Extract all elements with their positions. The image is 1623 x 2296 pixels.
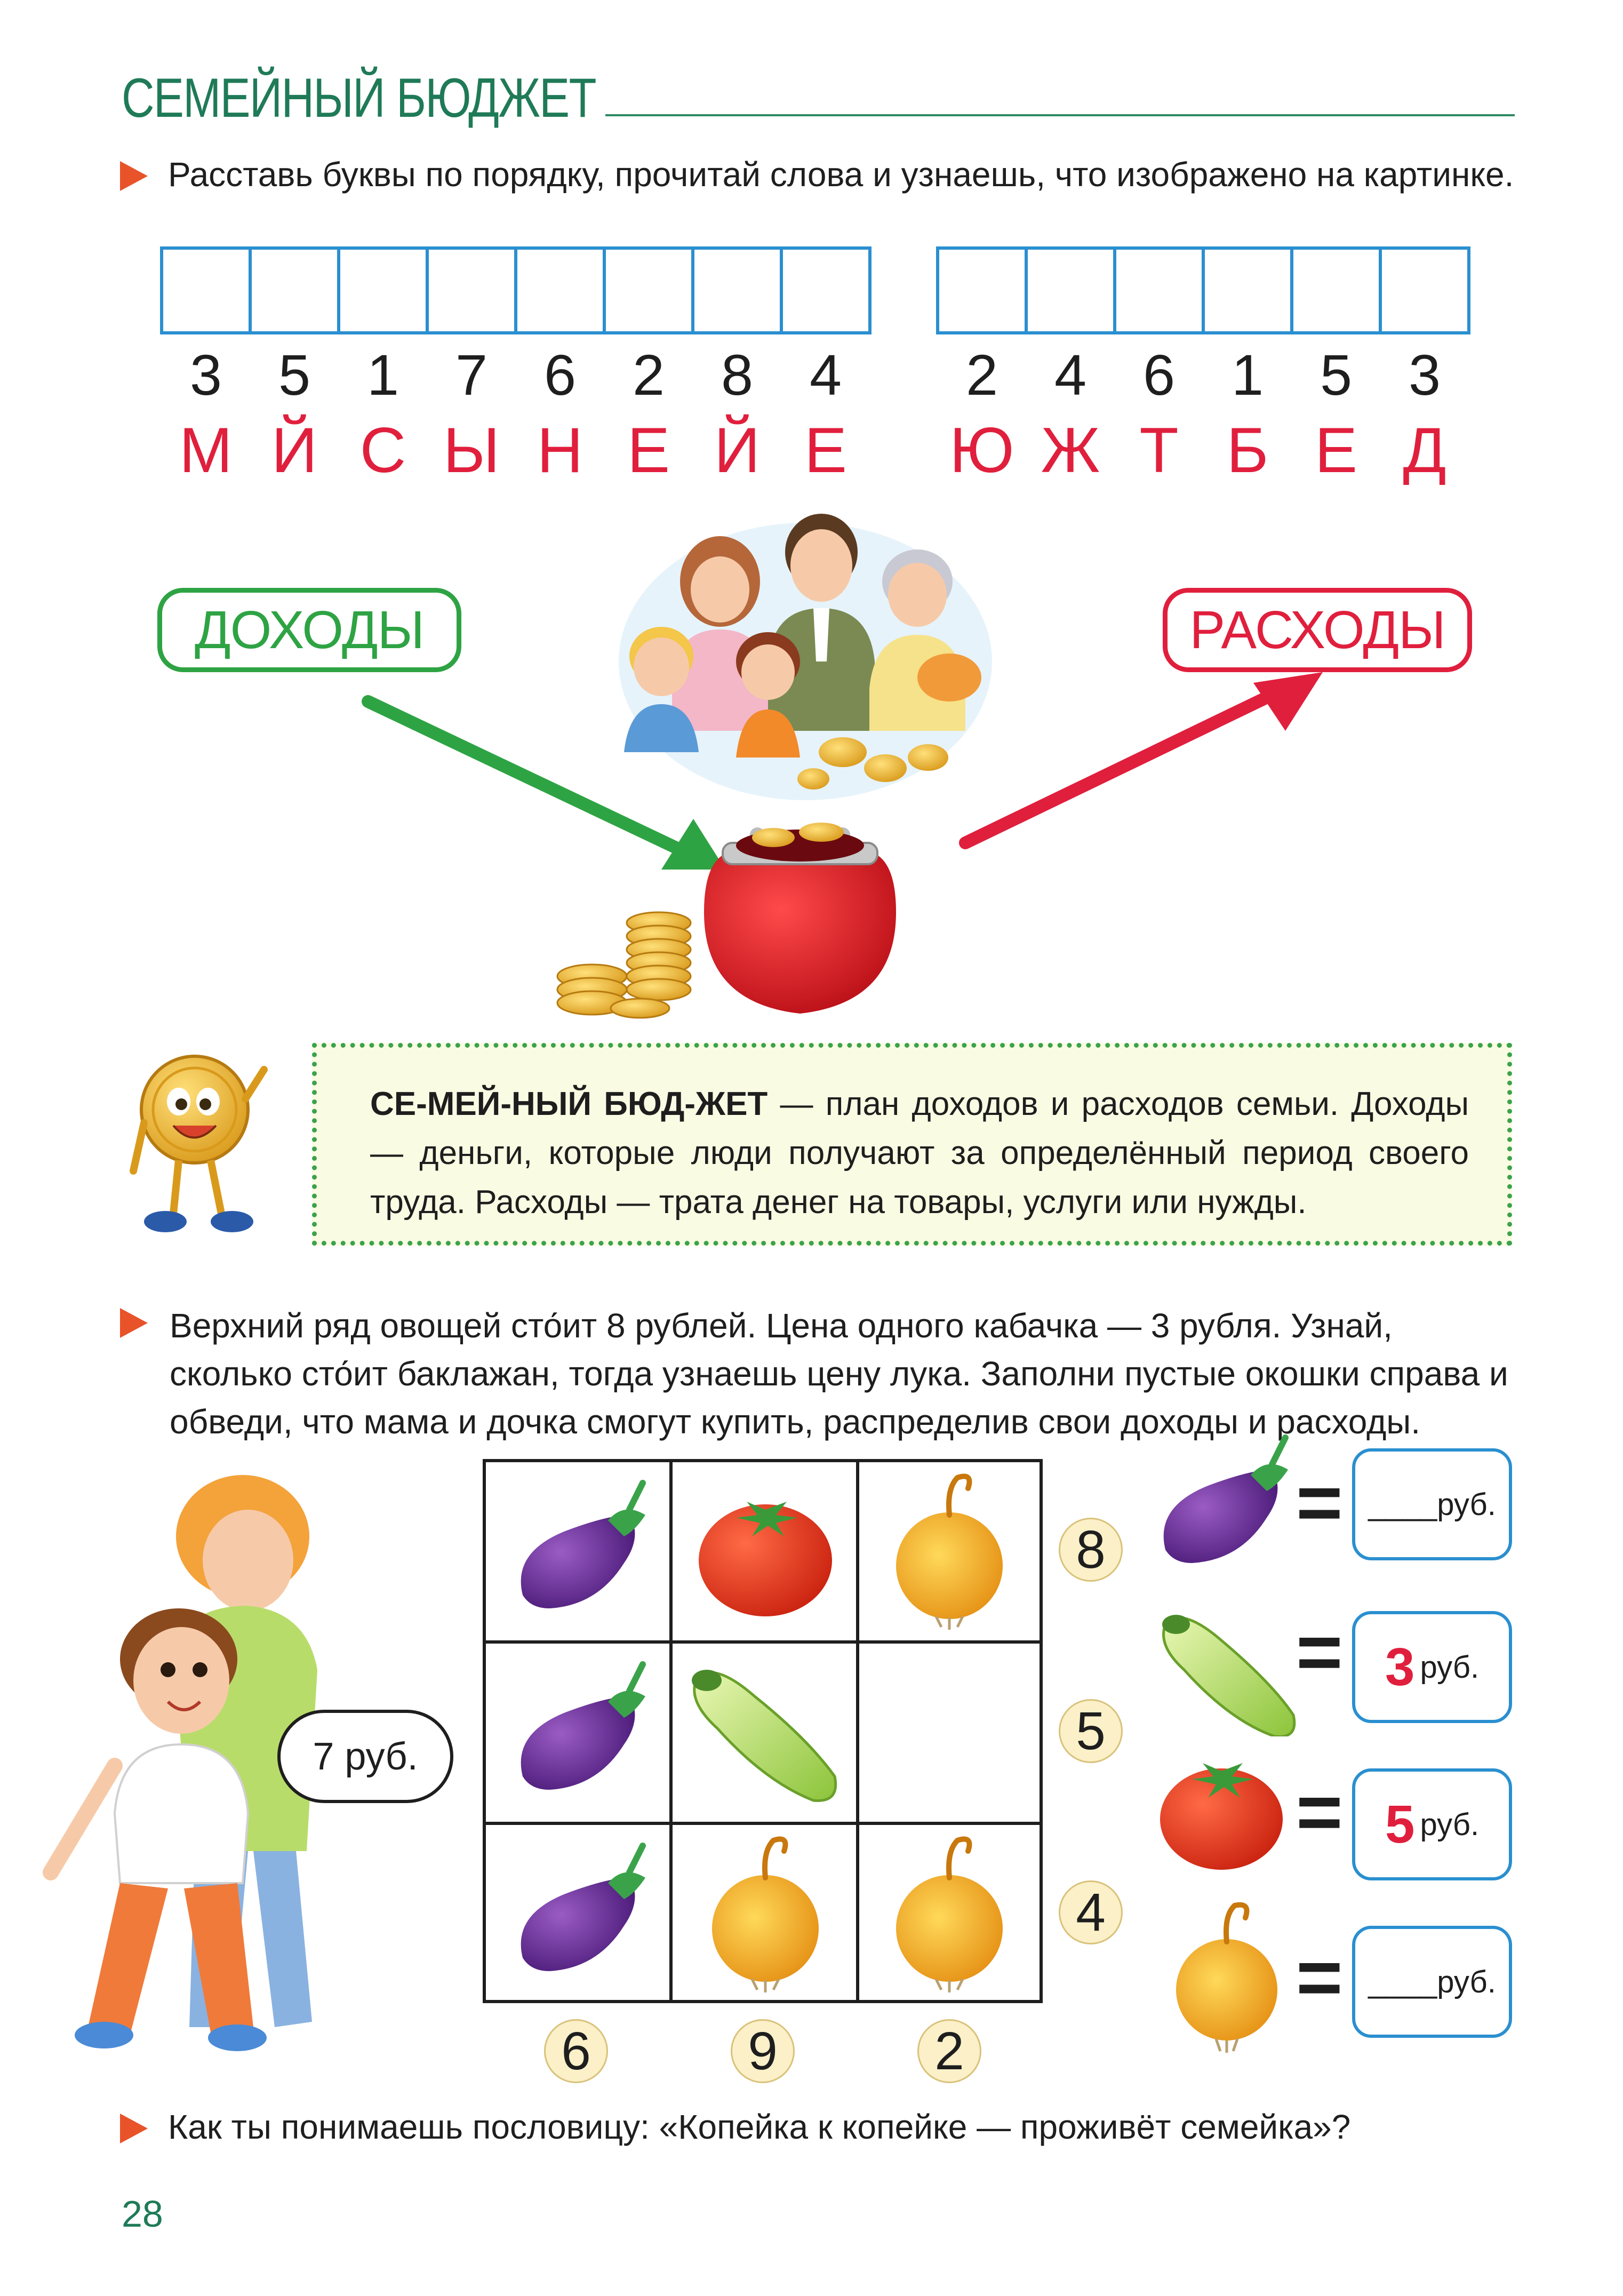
task3-instruction: Как ты понимаешь пословицу: «Копейка к копейке — проживёт семейка»? [168, 2108, 1351, 2146]
word1-letter: Ы [443, 414, 500, 486]
tomato-icon [688, 1472, 843, 1627]
row-sum: 4 [1059, 1880, 1123, 1944]
page-number: 28 [122, 2193, 163, 2235]
answer-box[interactable] [780, 246, 872, 334]
word1-digit: 3 [189, 342, 222, 407]
zucchini-icon [1152, 1598, 1301, 1736]
price-blank[interactable]: ____ [1368, 1964, 1437, 1999]
answer-box[interactable] [603, 246, 694, 334]
word1-letter: С [359, 414, 406, 486]
price-unit: руб. [1437, 1487, 1496, 1522]
word1-digit: 5 [278, 342, 311, 407]
grid-line [669, 1459, 673, 2003]
word1-digit: 8 [721, 342, 754, 407]
onion-icon [1163, 1899, 1291, 2054]
bullet-arrow-icon [120, 161, 148, 191]
word2-digit: 6 [1142, 342, 1176, 407]
bullet-arrow-icon [120, 2114, 148, 2143]
word2-digit: 5 [1320, 342, 1353, 407]
definition-box [312, 1043, 1512, 1246]
equals-sign: = [1296, 1607, 1343, 1696]
word2-digit: 4 [1054, 342, 1087, 407]
bullet-arrow-icon [120, 1308, 148, 1338]
price-blank[interactable]: ____ [1368, 1487, 1437, 1522]
word1-letter: Й [271, 414, 318, 486]
page-title: СЕМЕЙНЫЙ БЮДЖЕТ [122, 67, 596, 129]
word1-digit: 4 [809, 342, 842, 407]
expenses-label: РАСХОДЫ [1163, 588, 1472, 672]
eggplant-icon [501, 1835, 656, 1990]
grid-line [483, 1640, 1043, 1644]
eggplant-price-box[interactable] [1352, 1448, 1512, 1560]
task2-instruction: Верхний ряд овощей сто́ит 8 рублей. Цена одного кабачка — 3 рубля. Узнай, сколько сто́ит баклажан, тогда узнаешь цену лука. Заполни пустые окошки справа и обведи, что мама и дочка смогут купить, распределив свои доходы и расходы. [170, 1306, 1508, 1441]
column-sum: 2 [917, 2019, 981, 2083]
grid-line [483, 1822, 1043, 1825]
word1-letter: Е [627, 414, 670, 486]
answer-box[interactable] [249, 246, 340, 334]
answer-box[interactable] [691, 246, 783, 334]
equals-sign: = [1296, 1932, 1343, 2022]
word2-letter: Ж [1041, 414, 1100, 486]
answer-box[interactable] [1025, 246, 1116, 334]
word2-letter: Ю [949, 414, 1014, 486]
column-sum: 6 [544, 2019, 608, 2083]
onion-price-box[interactable] [1352, 1926, 1512, 2038]
price-unit: руб. [1420, 1649, 1480, 1685]
onion-icon [872, 1467, 1027, 1632]
zucchini-price-box[interactable] [1352, 1611, 1512, 1723]
answer-box[interactable] [1113, 246, 1205, 334]
row-sum: 8 [1059, 1518, 1123, 1582]
price-value: 5 [1385, 1794, 1415, 1854]
word1-letter: Й [714, 414, 761, 486]
word1-digit: 7 [455, 342, 488, 407]
word2-letter: Е [1314, 414, 1358, 486]
zucchini-icon [680, 1648, 851, 1814]
purse-icon [544, 779, 987, 1030]
eggplant-icon [1149, 1430, 1304, 1574]
eggplant-icon [501, 1654, 656, 1808]
coin-mascot-icon [120, 1048, 280, 1243]
answer-box[interactable] [1290, 246, 1382, 334]
word2-letter: Б [1226, 414, 1269, 486]
answer-box[interactable] [337, 246, 429, 334]
word1-digit: 1 [366, 342, 399, 407]
equals-sign: = [1296, 1457, 1343, 1547]
definition-term: СЕ-МЕЙ-НЫЙ БЮД-ЖЕТ [370, 1086, 768, 1122]
definition-text [370, 1080, 1469, 1227]
word1-letter: Н [537, 414, 583, 486]
eggplant-icon [501, 1472, 656, 1627]
tomato-icon [1152, 1744, 1291, 1872]
word2-digit: 2 [965, 342, 998, 407]
word2-letter: Д [1403, 414, 1446, 486]
answer-box[interactable] [1379, 246, 1470, 334]
answer-box[interactable] [160, 246, 252, 334]
word2-digit: 3 [1408, 342, 1441, 407]
word1-letter: Е [804, 414, 848, 486]
speech-bubble: 7 руб. [277, 1710, 453, 1803]
word1-digit: 2 [632, 342, 665, 407]
row-sum: 5 [1059, 1699, 1123, 1763]
answer-box[interactable] [936, 246, 1028, 334]
tomato-price-box[interactable] [1352, 1768, 1512, 1880]
price-unit: руб. [1437, 1964, 1496, 1999]
word2-digit: 1 [1231, 342, 1264, 407]
task1-instruction: Расставь буквы по порядку, прочитай слова и узнаешь, что изображено на картинке. [168, 155, 1514, 194]
grid-line [856, 1459, 859, 2003]
onion-icon [688, 1830, 843, 1995]
price-value: 3 [1385, 1637, 1415, 1697]
word1-letter: М [179, 414, 233, 486]
word2-letter: Т [1139, 414, 1179, 486]
definition-body: — план доходов и расходов семьи. Доходы — деньги, которые люди получают за определённый период своего труда. Расходы — трата денег на товары, услуги или нужды. [370, 1086, 1469, 1221]
answer-box[interactable] [426, 246, 517, 334]
income-label: ДОХОДЫ [157, 588, 461, 672]
equals-sign: = [1296, 1767, 1343, 1856]
title-divider [605, 114, 1515, 116]
answer-box[interactable] [1202, 246, 1293, 334]
word1-digit: 6 [543, 342, 577, 407]
answer-box[interactable] [514, 246, 606, 334]
column-sum: 9 [731, 2019, 795, 2083]
price-unit: руб. [1420, 1807, 1480, 1842]
onion-icon [872, 1830, 1027, 1995]
